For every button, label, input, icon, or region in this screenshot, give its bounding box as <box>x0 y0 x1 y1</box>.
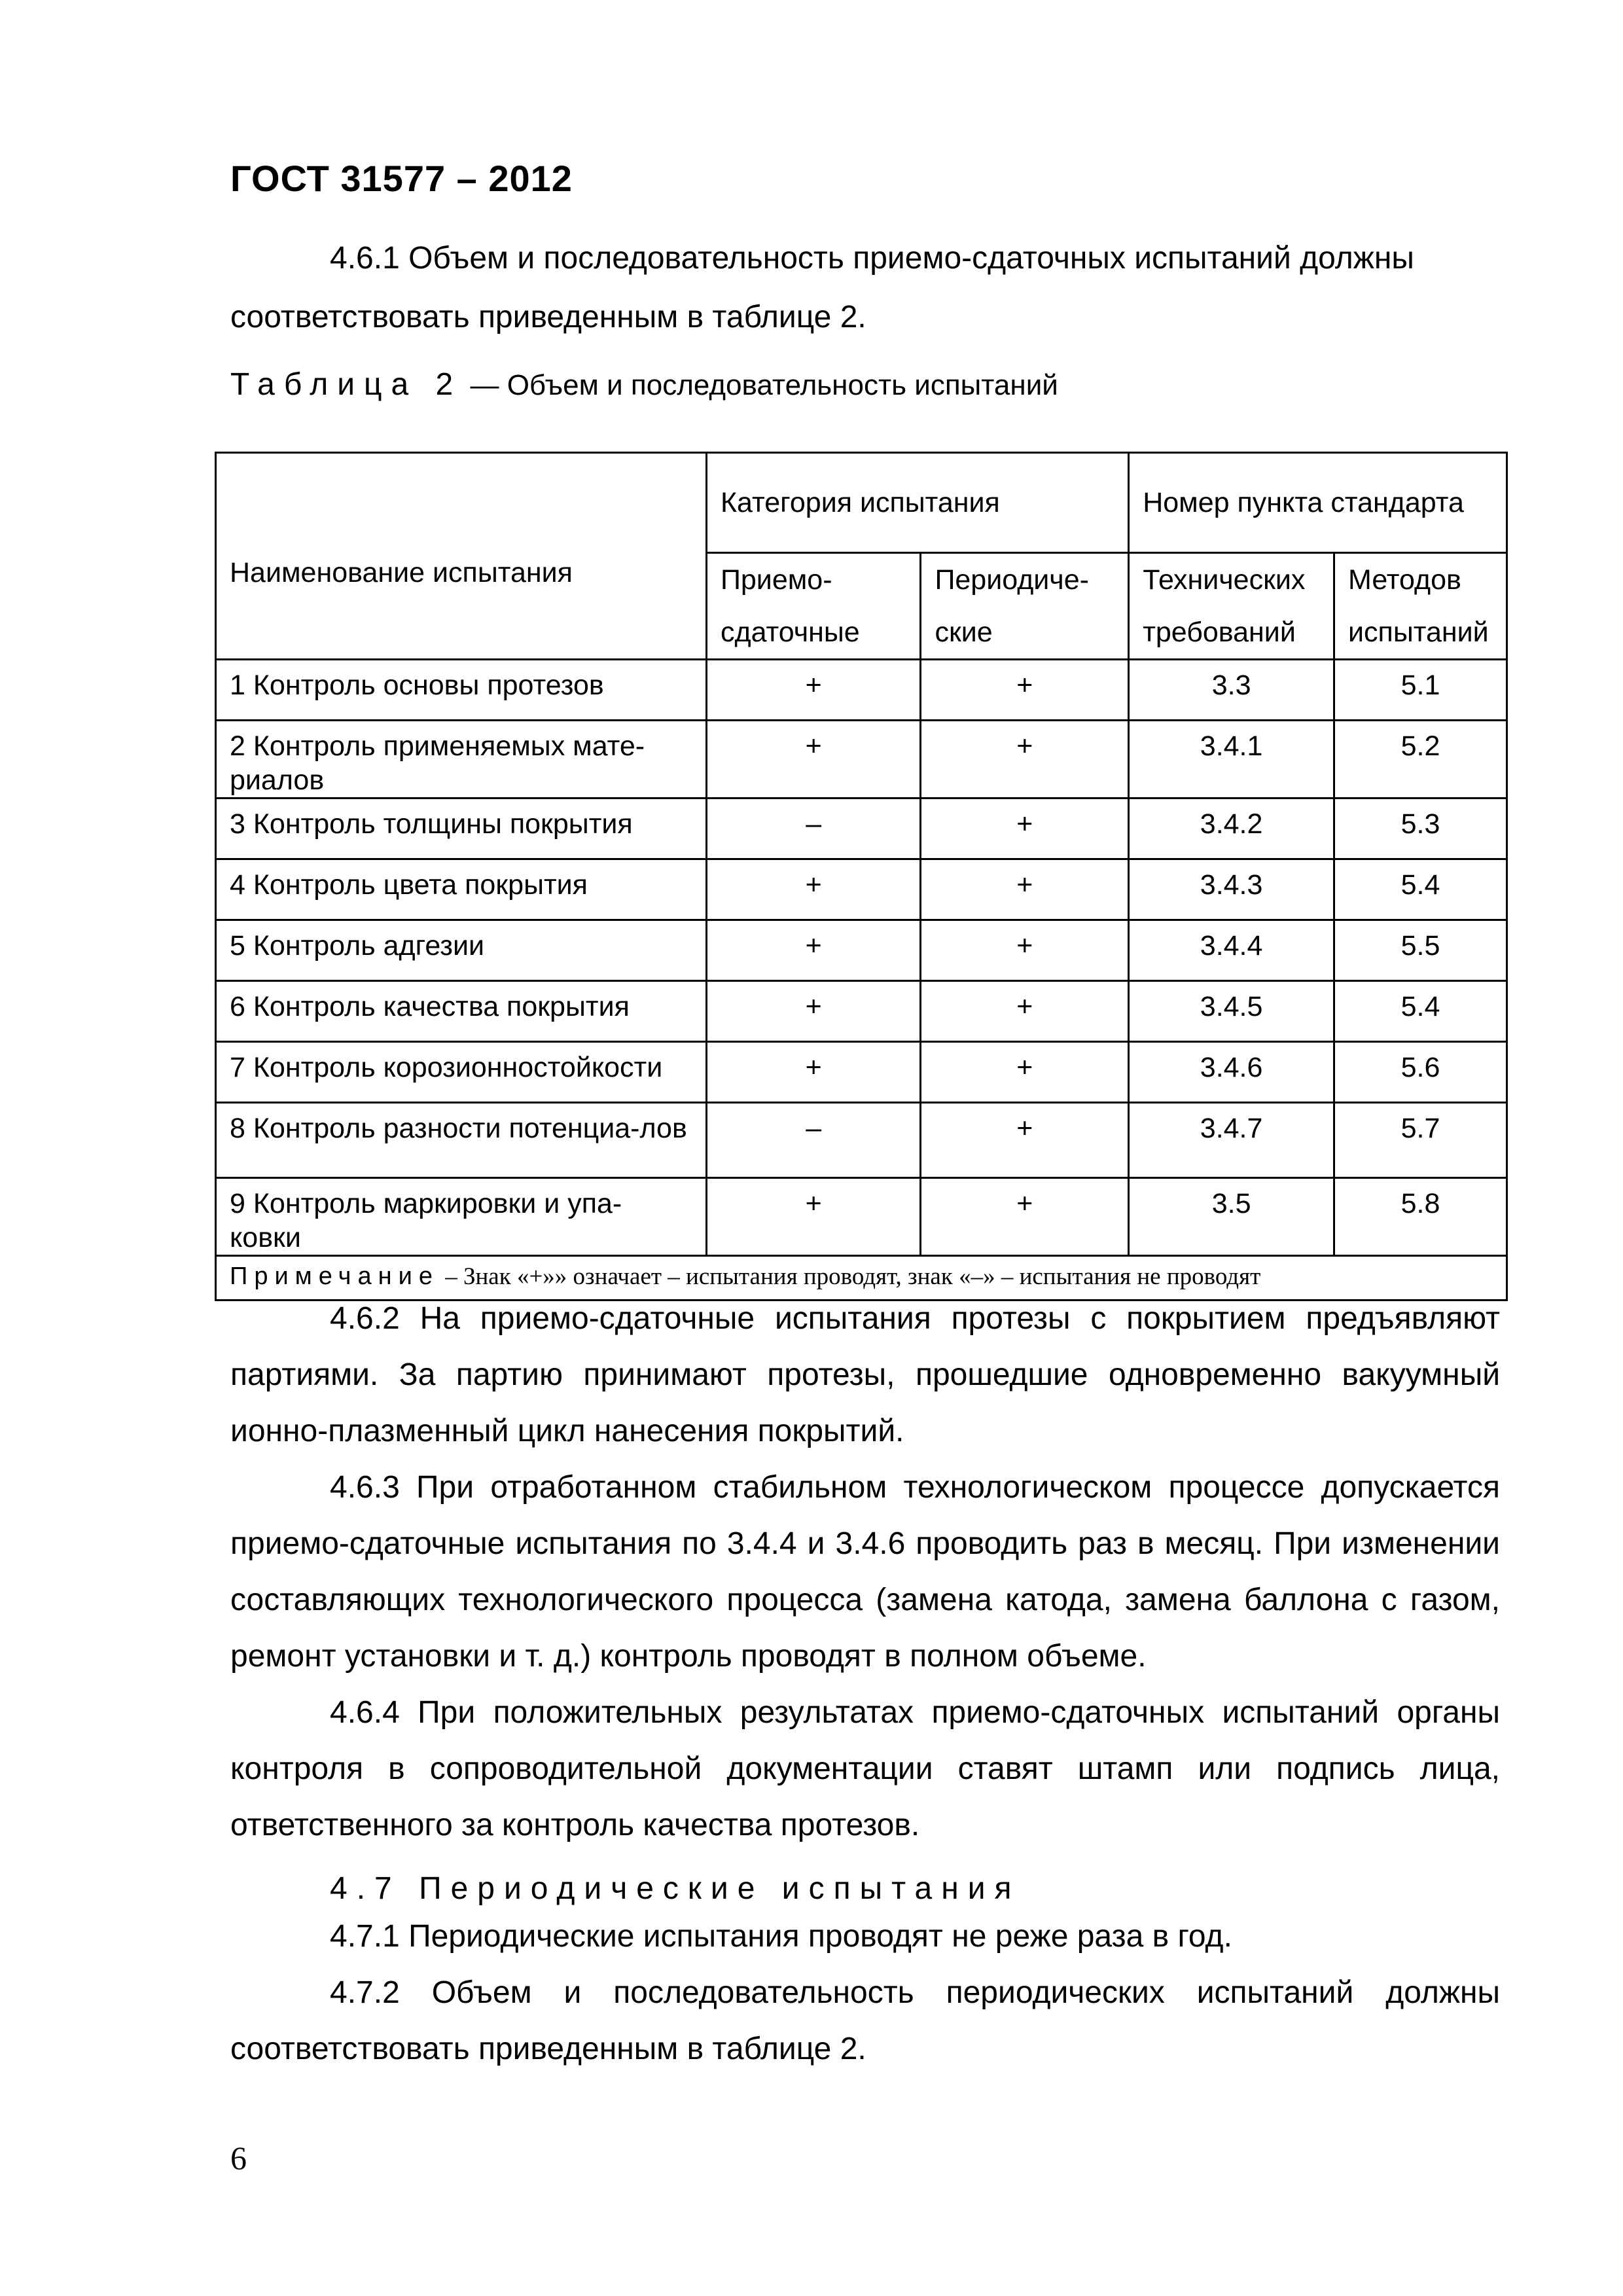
table-row <box>216 721 1507 798</box>
paragraph-4-6-3 <box>230 1460 1500 1685</box>
row-periodic: + <box>921 920 1129 981</box>
row-test-name: 8 Контроль разности потенциа-лов <box>216 1103 707 1178</box>
table-row <box>216 981 1507 1042</box>
table-row <box>216 859 1507 920</box>
row-acceptance: + <box>706 660 920 721</box>
row-periodic: + <box>921 981 1129 1042</box>
table-caption <box>230 367 1058 403</box>
row-acceptance: + <box>706 1178 920 1256</box>
row-test-name: 4 Контроль цвета покрытия <box>216 859 707 920</box>
row-test-name: 5 Контроль адгезии <box>216 920 707 981</box>
row-tech-clause: 3.4.4 <box>1129 920 1334 981</box>
row-tech-clause: 3.3 <box>1129 660 1334 721</box>
row-method-clause: 5.4 <box>1334 981 1507 1042</box>
table-row <box>216 660 1507 721</box>
table-caption-title: Объем и последовательность испытаний <box>507 369 1058 401</box>
table-row <box>216 798 1507 859</box>
table-row <box>216 920 1507 981</box>
row-tech-clause: 3.4.7 <box>1129 1103 1334 1178</box>
paragraph-4-6-4-text: 4.6.4 При положительных результатах приемо-сдаточных испытаний органы контроля в сопроводительной документации ставят штамп или подпись лица, ответственного за контроль качества протезов. <box>230 1695 1500 1842</box>
row-method-clause: 5.1 <box>1334 660 1507 721</box>
paragraph-4-7-2 <box>230 1965 1500 2077</box>
row-test-name: 1 Контроль основы протезов <box>216 660 707 721</box>
table-note-text: – Знак «+»» означает – испытания проводят, знак «–» – испытания не проводят <box>445 1263 1261 1290</box>
row-tech-clause: 3.4.1 <box>1129 721 1334 798</box>
row-periodic: + <box>921 1042 1129 1103</box>
paragraph-4-7-2-text: 4.7.2 Объем и последовательность периодических испытаний должны соответствовать приведенным в таблице 2. <box>230 1975 1500 2066</box>
row-test-name: 7 Контроль корозионностойкости <box>216 1042 707 1103</box>
paragraph-4-6-2-text: 4.6.2 На приемо-сдаточные испытания протезы с покрытием предъявляют партиями. За партию принимают протезы, прошедшие одновременно вакуумный ионно-плазменный цикл нанесения покрытий. <box>230 1301 1500 1448</box>
row-tech-clause: 3.4.5 <box>1129 981 1334 1042</box>
row-method-clause: 5.7 <box>1334 1103 1507 1178</box>
row-periodic: + <box>921 721 1129 798</box>
section-heading-4-7: 4.7 Периодические испытания <box>330 1871 1021 1906</box>
paragraph-4-6-3-text: 4.6.3 При отработанном стабильном технологическом процессе допускается приемо-сдаточные испытания по 3.4.4 и 3.4.6 проводить раз в месяц. При изменении составляющих технологического процесса (замена катода, замена баллона с газом, ремонт установки и т. д.) контроль проводят в полном объеме. <box>230 1470 1500 1674</box>
page-number: 6 <box>230 2140 247 2176</box>
paragraph-4-6-1-line2: соответствовать приведенным в таблице 2. <box>230 300 866 334</box>
paragraph-4-7-1-text: 4.7.1 Периодические испытания проводят не реже раза в год. <box>330 1919 1232 1954</box>
row-method-clause: 5.3 <box>1334 798 1507 859</box>
row-periodic: + <box>921 1103 1129 1178</box>
table-header-row <box>216 453 1507 553</box>
table-note-label: Примечание <box>230 1263 439 1290</box>
row-method-clause: 5.6 <box>1334 1042 1507 1103</box>
row-acceptance: – <box>706 1103 920 1178</box>
row-method-clause: 5.4 <box>1334 859 1507 920</box>
row-acceptance: + <box>706 1042 920 1103</box>
tests-table <box>215 452 1508 1301</box>
header-test-methods: Методов испытаний <box>1334 553 1507 660</box>
paragraph-4-6-4 <box>230 1685 1500 1854</box>
row-acceptance: – <box>706 798 920 859</box>
row-tech-clause: 3.5 <box>1129 1178 1334 1256</box>
row-test-name: 2 Контроль применяемых мате-риалов <box>216 721 707 798</box>
table-row <box>216 1178 1507 1256</box>
paragraph-4-6-2 <box>230 1291 1500 1460</box>
row-tech-clause: 3.4.2 <box>1129 798 1334 859</box>
row-acceptance: + <box>706 981 920 1042</box>
row-method-clause: 5.5 <box>1334 920 1507 981</box>
row-test-name: 6 Контроль качества покрытия <box>216 981 707 1042</box>
header-test-name: Наименование испытания <box>216 453 707 660</box>
row-tech-clause: 3.4.3 <box>1129 859 1334 920</box>
table-row <box>216 1042 1507 1103</box>
row-method-clause: 5.2 <box>1334 721 1507 798</box>
table-row <box>216 1103 1507 1178</box>
table-caption-dash: — <box>462 369 507 401</box>
document-header: ГОСТ 31577 – 2012 <box>230 158 573 199</box>
row-test-name: 9 Контроль маркировки и упа-ковки <box>216 1178 707 1256</box>
row-acceptance: + <box>706 721 920 798</box>
header-periodic: Периодиче-ские <box>921 553 1129 660</box>
row-acceptance: + <box>706 920 920 981</box>
row-periodic: + <box>921 859 1129 920</box>
header-acceptance: Приемо-сдаточные <box>706 553 920 660</box>
paragraph-4-6-1-line1: 4.6.1 Объем и последовательность приемо-сдаточных испытаний должны <box>330 241 1414 276</box>
header-test-category: Категория испытания <box>706 453 1128 553</box>
paragraph-4-6-1 <box>230 229 1500 347</box>
paragraph-4-7-1 <box>230 1909 1500 1965</box>
row-periodic: + <box>921 798 1129 859</box>
row-acceptance: + <box>706 859 920 920</box>
table-caption-label: Таблица 2 <box>230 367 463 402</box>
row-periodic: + <box>921 1178 1129 1256</box>
header-technical-requirements: Технических требований <box>1129 553 1334 660</box>
row-tech-clause: 3.4.6 <box>1129 1042 1334 1103</box>
row-method-clause: 5.8 <box>1334 1178 1507 1256</box>
row-periodic: + <box>921 660 1129 721</box>
row-test-name: 3 Контроль толщины покрытия <box>216 798 707 859</box>
header-clause-number: Номер пункта стандарта <box>1129 453 1507 553</box>
